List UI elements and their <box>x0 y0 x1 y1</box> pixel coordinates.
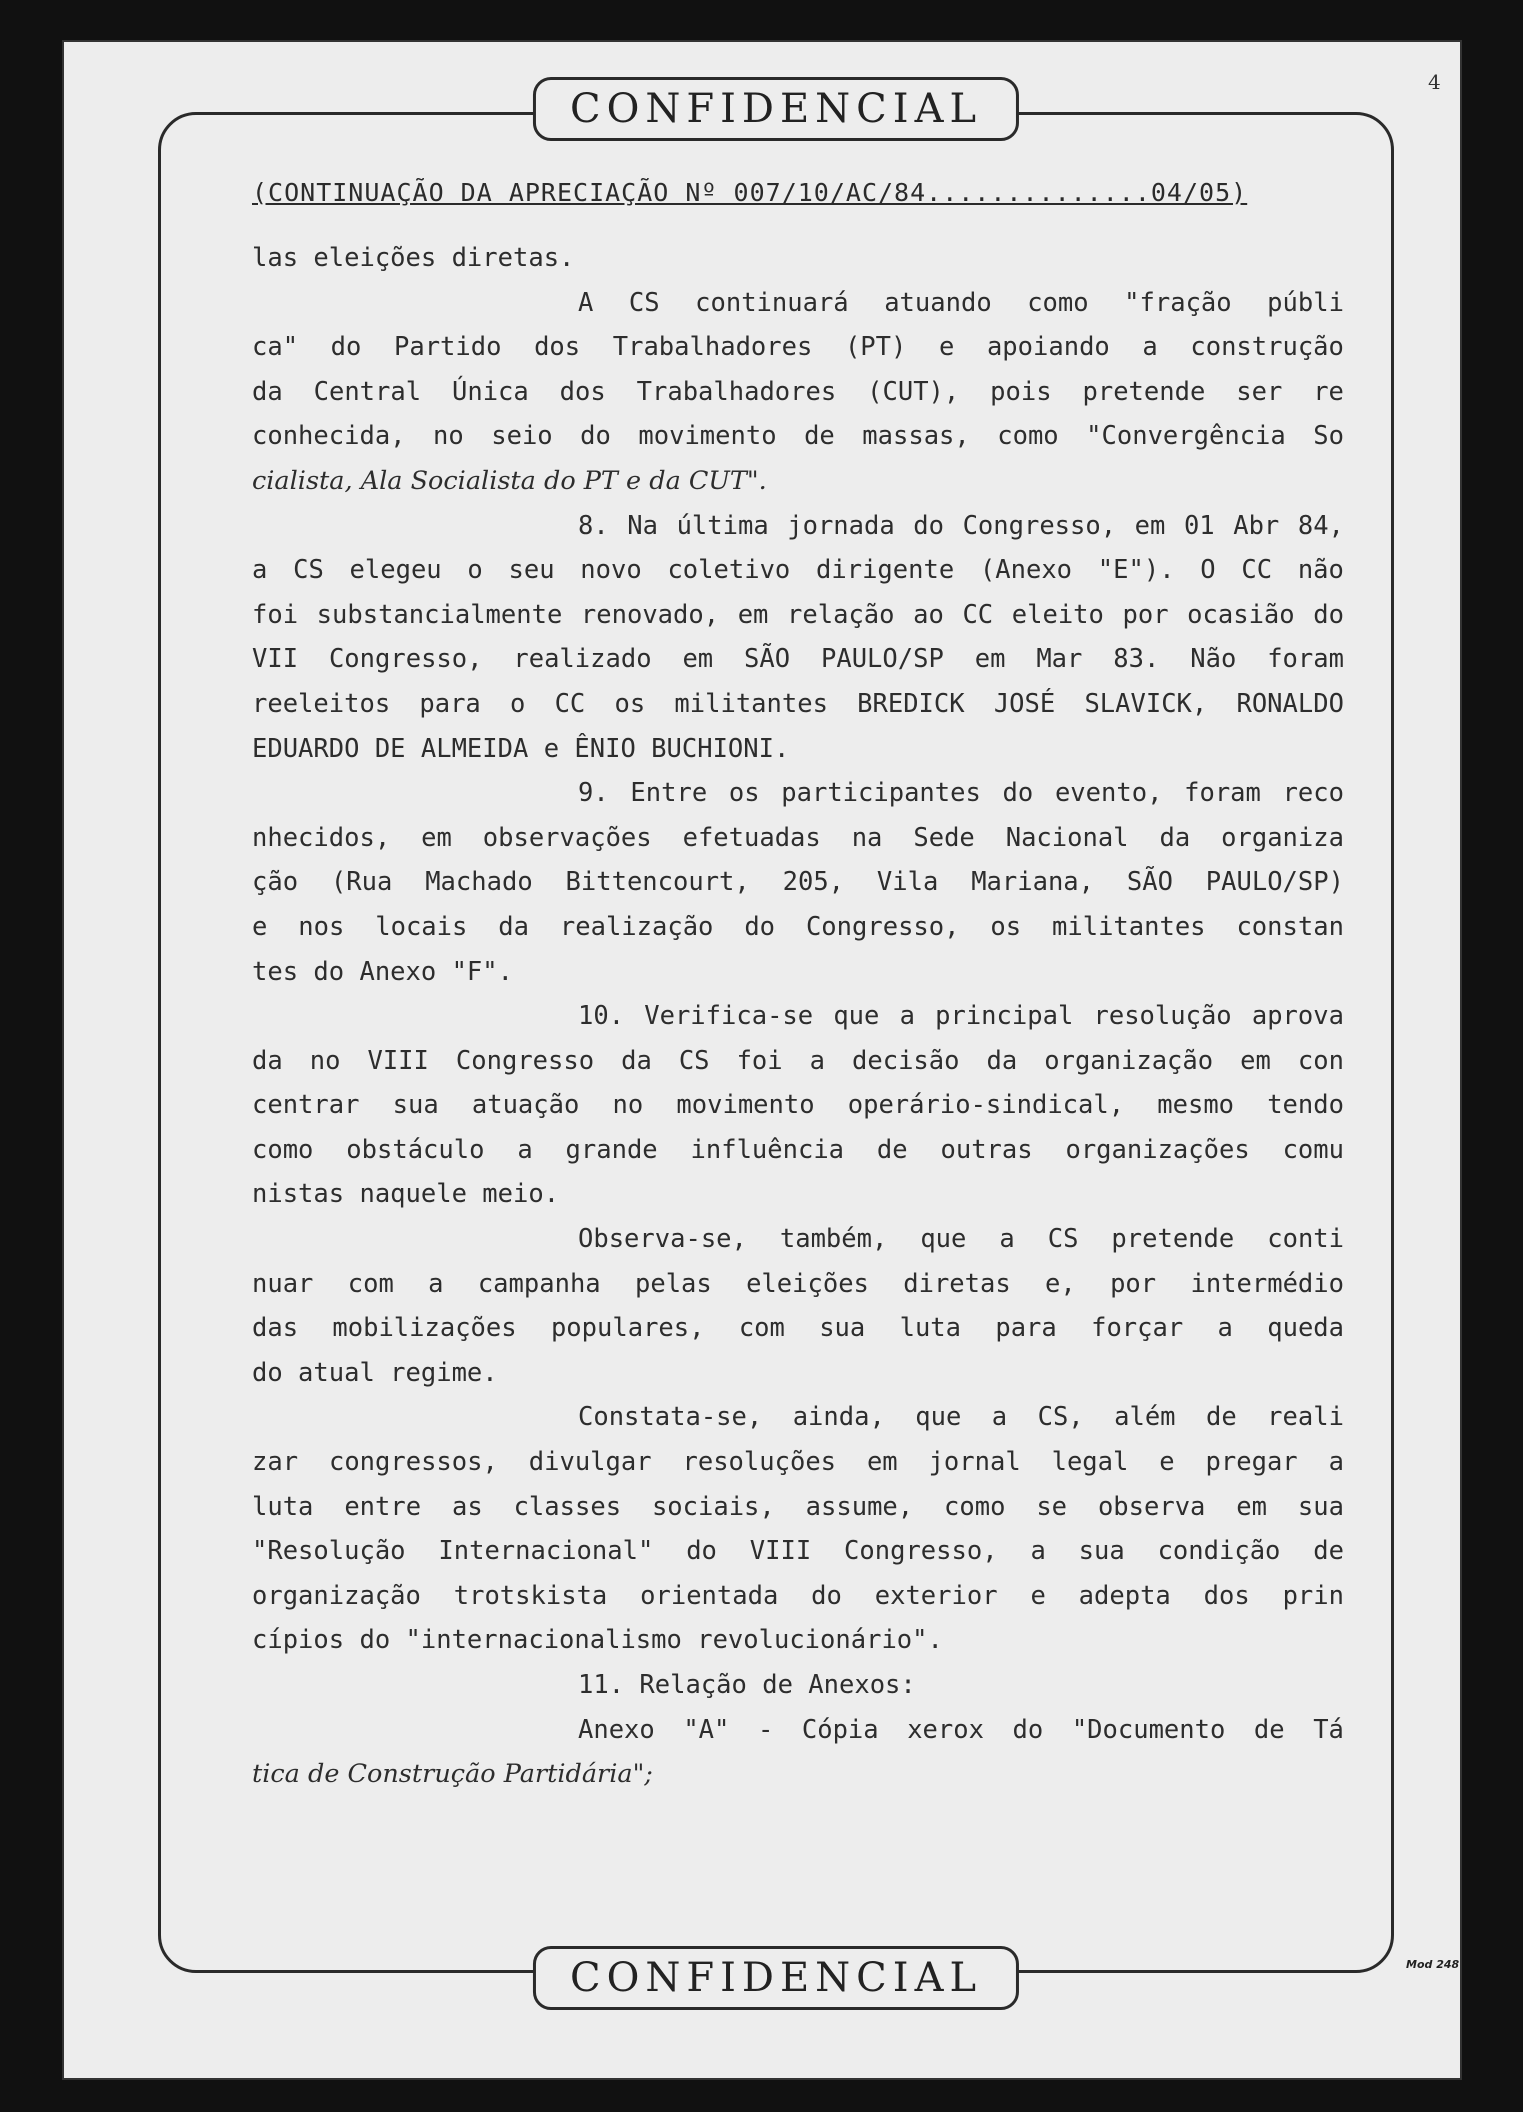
text-line: tes do Anexo "F". <box>252 956 513 987</box>
confidential-stamp-top: CONFIDENCIAL <box>533 77 1019 141</box>
text-line: tica de Construção Partidária"; <box>252 1759 653 1790</box>
text-line: nhecidos, em observações efetuadas na Sede Nacional da organiza <box>252 822 1344 853</box>
text-line: nuar com a campanha pelas eleições diretas e, por intermédio <box>252 1268 1344 1299</box>
text-line: 10. Verifica-se que a principal resolução aprova <box>578 1001 1344 1032</box>
text-line: A CS continuará atuando como "fração públi <box>578 287 1344 318</box>
text-line: centrar sua atuação no movimento operário-sindical, mesmo tendo <box>252 1090 1344 1121</box>
text-line: e nos locais da realização do Congresso, os militantes constan <box>252 911 1344 942</box>
text-line: zar congressos, divulgar resoluções em jornal legal e pregar a <box>252 1447 1344 1478</box>
text-line: EDUARDO DE ALMEIDA e ÊNIO BUCHIONI. <box>252 733 790 764</box>
text-line: organização trotskista orientada do exterior e adepta dos prin <box>252 1580 1344 1611</box>
text-line: ca" do Partido dos Trabalhadores (PT) e apoiando a construção <box>252 332 1344 363</box>
text-line: como obstáculo a grande influência de outras organizações comu <box>252 1134 1344 1165</box>
text-line: cialista, Ala Socialista do PT e da CUT". <box>252 465 767 496</box>
text-line: luta entre as classes sociais, assume, como se observa em sua <box>252 1491 1344 1522</box>
page-number: 4 <box>1428 70 1441 94</box>
text-line: las eleições diretas. <box>252 243 575 273</box>
document-header <box>252 178 1344 207</box>
text-line: VII Congresso, realizado em SÃO PAULO/SP em Mar 83. Não foram <box>252 644 1344 675</box>
text-line: conhecida, no seio do movimento de massas, como "Convergência So <box>252 421 1344 452</box>
text-line: "Resolução Internacional" do VIII Congresso, a sua condição de <box>252 1536 1344 1567</box>
text-line: da Central Única dos Trabalhadores (CUT), pois pretende ser re <box>252 376 1344 407</box>
header-text: (CONTINUAÇÃO DA APRECIAÇÃO Nº 007/10/AC/84..............04/05) <box>252 178 1248 207</box>
text-line: reeleitos para o CC os militantes BREDICK JOSÉ SLAVICK, RONALDO <box>252 688 1344 719</box>
text-line: Anexo "A" - Cópia xerox do "Documento de Tá <box>578 1714 1344 1745</box>
text-line: das mobilizações populares, com sua luta para forçar a queda <box>252 1313 1344 1344</box>
text-line: a CS elegeu o seu novo coletivo dirigente (Anexo "E"). O CC não <box>252 555 1344 586</box>
text-line: nistas naquele meio. <box>252 1179 560 1210</box>
text-line: Observa-se, também, que a CS pretende conti <box>578 1224 1344 1255</box>
text-line: cípios do "internacionalismo revolucionário". <box>252 1625 943 1656</box>
text-line: do atual regime. <box>252 1357 498 1388</box>
text-line: foi substancialmente renovado, em relação ao CC eleito por ocasião do <box>252 599 1344 630</box>
text-line: 9. Entre os participantes do evento, foram reco <box>578 778 1344 809</box>
text-line: 11. Relação de Anexos: <box>578 1670 916 1700</box>
form-code: Mod 248 <box>1406 1958 1460 1971</box>
confidential-stamp-bottom: CONFIDENCIAL <box>533 1946 1019 2010</box>
text-line: 8. Na última jornada do Congresso, em 01 Abr 84, <box>578 510 1344 541</box>
text-line: ção (Rua Machado Bittencourt, 205, Vila Mariana, SÃO PAULO/SP) <box>252 867 1344 898</box>
text-line: Constata-se, ainda, que a CS, além de reali <box>578 1402 1344 1433</box>
document-body <box>252 236 1344 1797</box>
text-line: da no VIII Congresso da CS foi a decisão da organização em con <box>252 1045 1344 1076</box>
